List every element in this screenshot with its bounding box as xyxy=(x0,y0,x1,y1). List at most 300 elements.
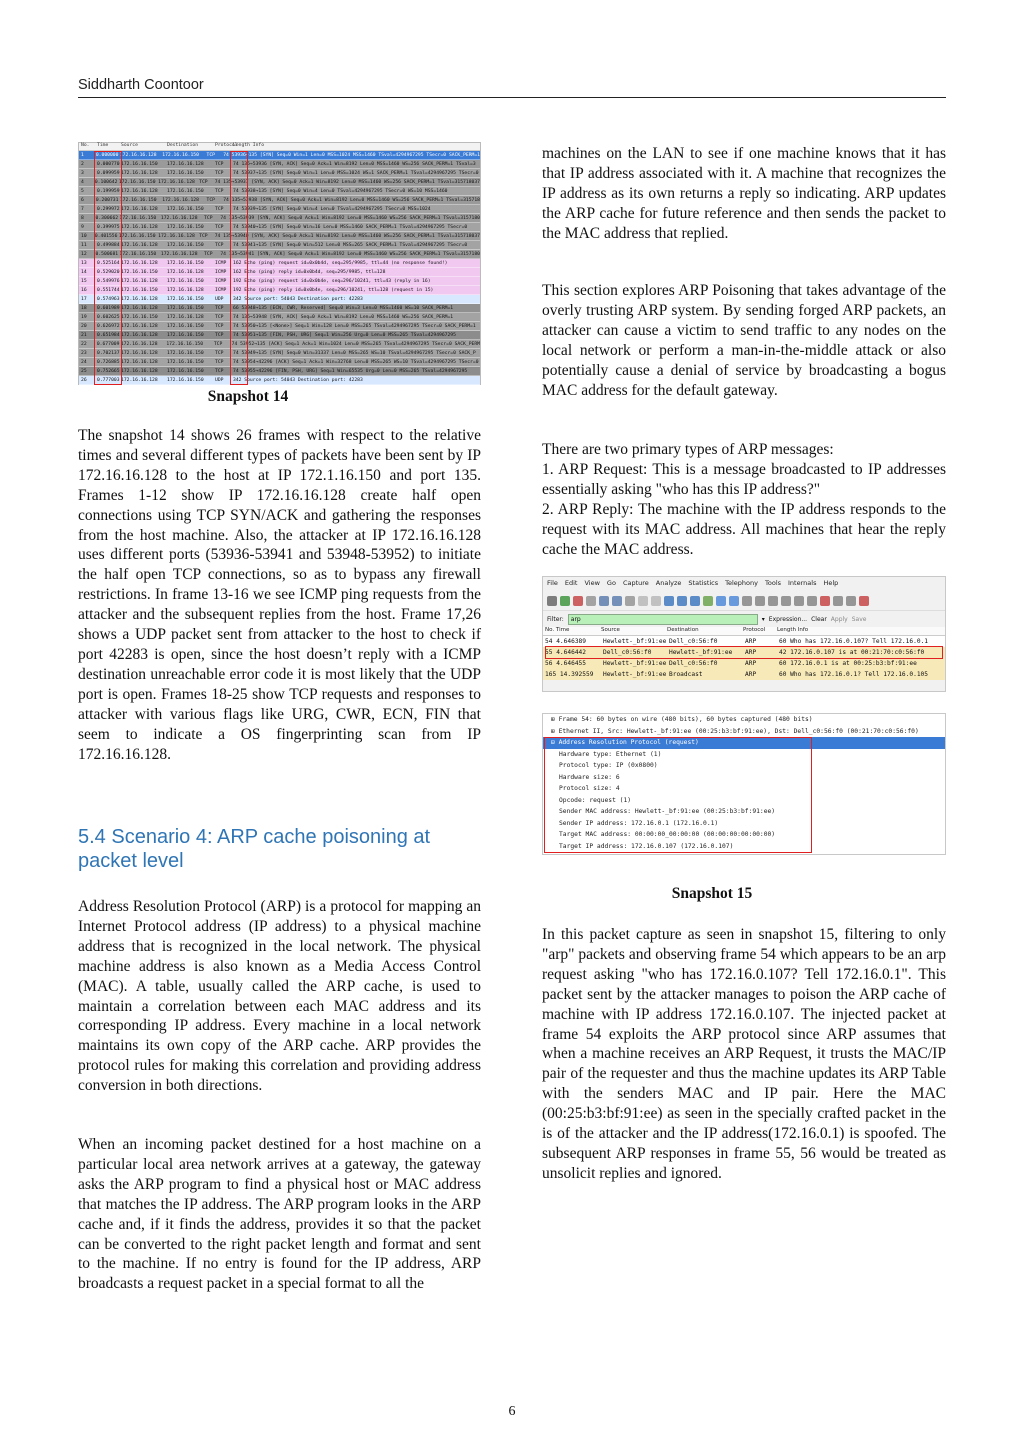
cell-no: 2 xyxy=(81,161,84,167)
cell-no: 4 xyxy=(81,179,84,185)
paragraph-arp-types xyxy=(542,440,946,559)
cell-time: 4.646442 xyxy=(556,649,586,656)
cell-proto: TCP xyxy=(213,341,223,347)
cell-no: 14 xyxy=(81,269,87,275)
packet-row[interactable] xyxy=(79,340,480,349)
cell-proto: ARP xyxy=(745,671,757,678)
cell-time: 0.752665 xyxy=(97,368,120,374)
cell-proto: ICMP xyxy=(215,278,227,284)
packet-row[interactable] xyxy=(79,295,480,304)
toolbar-button-icon[interactable] xyxy=(729,596,739,606)
arp-types-intro: There are two primary types of ARP messages: xyxy=(542,441,834,458)
snapshot-15-packet-details xyxy=(542,713,946,855)
packet-row[interactable] xyxy=(79,277,480,286)
menu-item[interactable]: Internals xyxy=(788,579,817,587)
cell-time: 0.200731 xyxy=(95,197,119,203)
cell-src: 172.16.16.128 xyxy=(121,224,158,230)
packet-row[interactable] xyxy=(79,196,480,205)
cell-no: 12 xyxy=(81,251,87,257)
cell-proto: TCP xyxy=(215,359,224,365)
cell-src: 172.16.16.128 xyxy=(121,305,158,311)
cell-no: 11 xyxy=(81,242,87,248)
cell-time: 14.392559 xyxy=(559,671,594,678)
cell-info: 342 Source port: 54043 Destination port: 42283 xyxy=(233,377,363,383)
cell-proto: TCP xyxy=(199,233,208,239)
snapshot-15-caption: Snapshot 15 xyxy=(671,885,753,902)
toolbar-button-icon[interactable] xyxy=(664,596,674,606)
cell-info: 66 53948→135 [ECN, CWR, Reserved] Seq=0 Win=3 Len=0 MSS=1460 WS=10 SACK_PERM=1 xyxy=(233,305,454,311)
cell-dst: 172.16.16.150 xyxy=(167,296,204,302)
toolbar-button-icon[interactable] xyxy=(677,596,687,606)
filter-clear-button[interactable]: Clear xyxy=(811,615,827,623)
packet-row[interactable] xyxy=(543,658,945,669)
cell-info: 162 Echo (ping) request id=0x0b4d, seq=295/9985, ttl=44 (no response found!) xyxy=(233,260,448,266)
cell-dst: 172.16.16.150 xyxy=(167,242,204,248)
cell-dst: 172.16.16.150 xyxy=(167,323,204,329)
cell-src: 172.16.16.150 xyxy=(121,269,158,275)
cell-src: 172.16.16.128 xyxy=(121,368,158,374)
cell-info: 74 53952→135 [ACK] Seq=1 Ack=1 Win=1024 Len=0 MSS=265 TSval=4294967295 TSecr=0 SACK_PERM xyxy=(231,341,480,347)
cell-time: 0.199959 xyxy=(97,188,120,194)
packet-row[interactable] xyxy=(79,241,480,250)
packet-row[interactable] xyxy=(79,250,480,259)
time-column-highlight xyxy=(94,151,122,385)
packet-row[interactable] xyxy=(79,169,480,178)
packet-row[interactable] xyxy=(79,259,480,268)
toolbar-button-icon[interactable] xyxy=(768,596,778,606)
cell-info: 74 135→53937 [SYN, ACK] Seq=0 Ack=1 Win=8192 Len=0 MSS=1460 WS=256 SACK_PERM=1 TSval=315718037 xyxy=(214,179,480,185)
cell-proto: TCP xyxy=(215,170,224,176)
cell-proto: ICMP xyxy=(215,269,227,275)
page-header xyxy=(78,76,946,98)
detail-field[interactable]: Protocol size: 4 xyxy=(559,785,620,792)
menu-item[interactable]: Telephony xyxy=(725,579,758,587)
cell-dst: 172.16.16.150 xyxy=(167,260,204,266)
page-number: 6 xyxy=(508,1404,516,1419)
filter-dropdown-icon[interactable]: ▾ xyxy=(761,615,765,623)
cell-info: 192 Echo (ping) request id=0x0b4e, seq=296/10241, ttl=43 (reply in 16) xyxy=(233,278,431,284)
cell-time: 0.677009 xyxy=(96,341,120,347)
cell-no: 9 xyxy=(81,224,84,230)
cell-time: 0.399975 xyxy=(97,224,120,230)
cell-src: 172.16.16.128 xyxy=(121,242,158,248)
filter-save-button[interactable]: Save xyxy=(851,615,867,623)
cell-dst: 172.16.16.128 xyxy=(167,314,204,320)
cell-info: 74 135→53940 [SYN, ACK] Seq=0 Ack=1 Win=8192 Len=0 MSS=1460 WS=256 SACK_PERM=1 TSval=315718037 xyxy=(214,233,480,239)
menu-item[interactable]: View xyxy=(584,579,600,587)
paragraph-arp-definition: Address Resolution Protocol (ARP) is a protocol for mapping an Internet Protocol address (IP address) to a physical machine address that is recognized in the local network. The physical machine address is also known as a Media Access Control (MAC). A table, usually called the ARP cache, is used to maintain a correlation between each MAC address and its corresponding IP address. Every machine in a local network maintains its own copy of the ARP cache. ARP provides the protocol rules for making this correlation and providing address conversion in both directions. xyxy=(78,898,481,1095)
menu-item[interactable]: Help xyxy=(823,579,839,587)
cell-src: Hewlett-_bf:91:ee xyxy=(603,638,667,645)
cell-dst: Broadcast xyxy=(669,671,703,678)
cell-src: 172.16.16.128 xyxy=(121,377,158,383)
cell-time: 0.100642 xyxy=(94,179,118,185)
col-protocol: Protocol xyxy=(743,627,766,633)
cell-time: 0.401556 xyxy=(94,233,118,239)
toolbar-button-icon[interactable] xyxy=(638,596,648,606)
toolbar-button-icon[interactable] xyxy=(703,596,713,606)
cell-no: 25 xyxy=(81,368,87,374)
cell-no: 21 xyxy=(81,332,87,338)
cell-time: 0.601989 xyxy=(97,305,120,311)
cell-info: 342 Source port: 54043 Destination port: 42283 xyxy=(233,296,363,302)
packet-row[interactable] xyxy=(79,178,480,187)
toolbar-button-icon[interactable] xyxy=(690,596,700,606)
packet-row[interactable] xyxy=(543,669,945,680)
arp-type-request: 1. ARP Request: This is a message broadcasted to IP addresses essentially asking "who has this IP address?" xyxy=(542,460,946,498)
cell-time: 0.702137 xyxy=(97,350,120,356)
detail-field[interactable]: Opcode: request (1) xyxy=(559,796,632,804)
arp-type-reply: 2. ARP Reply: The machine with the IP address responds to the request with its MAC address. All machines that hear the reply cache the MAC address. xyxy=(542,500,946,558)
col-source: Source xyxy=(601,627,620,633)
toolbar-button-icon[interactable] xyxy=(781,596,791,606)
cell-dst: 172.16.16.128 xyxy=(158,179,195,185)
menu-item[interactable]: Analyze xyxy=(655,579,682,587)
toolbar-button-icon[interactable] xyxy=(612,596,622,606)
col-time: Time xyxy=(555,627,570,633)
cell-time: 0.000000 xyxy=(95,152,119,158)
cell-info: 60 172.16.0.1 is at 00:25:b3:bf:91:ee xyxy=(779,660,917,667)
cell-no-time xyxy=(543,638,601,645)
detail-tree-node[interactable]: ⊞ Frame 54: 60 bytes on wire (480 bits), 60 bytes captured (480 bits) xyxy=(551,716,813,723)
cell-time: 0.529020 xyxy=(97,269,120,275)
filter-expression-button[interactable]: Expression... xyxy=(768,615,808,623)
cell-dst: 172.16.16.150 xyxy=(167,278,204,284)
header-author: Siddharth Coontoor xyxy=(78,77,204,93)
cell-src: 172.16.16.128 xyxy=(121,278,158,284)
cell-proto: TCP xyxy=(199,179,208,185)
cell-time: 0.500681 xyxy=(95,251,119,257)
toolbar-button-icon[interactable] xyxy=(560,596,570,606)
cell-no: 24 xyxy=(81,359,87,365)
cell-info: 74 53951→135 [FIN, PSH, URG] Seq=1 Win=256 Urg=0 Len=0 MSS=265 TSval=4294967295 xyxy=(233,332,456,338)
cell-dst: 172.16.16.150 xyxy=(166,341,204,347)
toolbar-button-icon[interactable] xyxy=(833,596,843,606)
cell-proto: TCP xyxy=(215,206,224,212)
detail-field[interactable]: Sender IP address: 172.16.0.1 (172.16.0.1) xyxy=(559,819,719,827)
detail-field[interactable]: Sender MAC address: Hewlett-_bf:91:ee (00:25:b3:bf:91:ee) xyxy=(559,808,776,815)
cell-dst: 172.16.16.150 xyxy=(167,332,204,338)
toolbar-button-icon[interactable] xyxy=(599,596,609,606)
toolbar-button-icon[interactable] xyxy=(573,596,583,606)
cell-info: 74 135→53948 [SYN, ACK] Seq=0 Ack=1 Win=8192 Len=0 MSS=1460 WS=256 SACK_PERM=1 xyxy=(233,314,454,320)
cell-proto: TCP xyxy=(215,188,224,194)
cell-src: 172.16.16.150 xyxy=(121,161,158,167)
filter-bar xyxy=(543,611,945,627)
cell-info: 74 53955→42296 [FIN, PSH, URG] Seq=1 Win=65535 Urg=0 Len=0 MSS=265 TSval=4294967295 xyxy=(233,368,468,374)
toolbar-button-icon[interactable] xyxy=(846,596,856,606)
col-no: No. xyxy=(545,627,555,633)
cell-dst: 172.16.16.150 xyxy=(167,359,204,365)
cell-info: 74 53941→135 [SYN] Seq=0 Win=512 Len=0 MSS=265 SACK_PERM=1 TSval=4294967295 TSecr=0 xyxy=(233,242,468,248)
packet-row[interactable] xyxy=(79,358,480,367)
toolbar-button-icon[interactable] xyxy=(807,596,817,606)
cell-src: 172.16.16.150 xyxy=(119,197,157,203)
cell-proto: TCP xyxy=(215,161,224,167)
menu-bar xyxy=(543,577,945,591)
cell-src: 172.16.16.128 xyxy=(121,350,158,356)
cell-info: 192 Echo (ping) reply id=0x0b4e, seq=296/10241, ttl=128 (request in 15) xyxy=(233,287,434,293)
cell-src: 172.16.16.150 xyxy=(121,314,158,320)
cell-no: 54 xyxy=(545,638,553,645)
packet-row[interactable] xyxy=(79,304,480,313)
menu-item[interactable]: File xyxy=(547,579,558,587)
col-time: Time xyxy=(97,143,109,148)
col-info: Info xyxy=(252,143,265,148)
col-no-time xyxy=(543,627,601,635)
cell-src: 172.16.16.128 xyxy=(121,206,158,212)
filter-input[interactable]: arp xyxy=(568,614,758,625)
cell-info: 42 172.16.0.107 is at 00:21:70:c0:56:f0 xyxy=(779,649,925,656)
cell-no: 20 xyxy=(81,323,87,329)
packet-row[interactable] xyxy=(79,187,480,196)
cell-dst: Dell_c0:56:f0 xyxy=(669,660,718,667)
cell-info: 74 135→53939 [SYN, ACK] Seq=0 Ack=1 Win=8192 Len=0 MSS=1460 WS=256 SACK_PERM=1 TSval=3157180 xyxy=(220,215,480,221)
cell-time: 0.525164 xyxy=(97,260,120,266)
cell-proto: UDP xyxy=(215,377,224,383)
cell-no: 10 xyxy=(81,233,87,239)
cell-dst: 172.16.16.128 xyxy=(167,269,204,275)
toolbar-button-icon[interactable] xyxy=(742,596,752,606)
packet-list-header xyxy=(79,143,480,151)
cell-dst: 172.16.16.128 xyxy=(162,197,199,203)
cell-proto: TCP xyxy=(215,332,224,338)
cell-info: 74 53937→135 [SYN] Seq=0 Win=1 Len=0 MSS=1024 WS=1 SACK_PERM=1 TSval=4294967295 TSecr=0 xyxy=(233,170,479,176)
cell-no: 26 xyxy=(81,377,87,383)
cell-time: 0.651984 xyxy=(97,332,120,338)
cell-time: 4.646389 xyxy=(556,638,586,645)
cell-no-time xyxy=(543,671,601,678)
cell-time: 0.099959 xyxy=(97,170,120,176)
col-info: Info xyxy=(797,627,809,633)
cell-time: 0.000770 xyxy=(97,161,120,167)
menu-item[interactable]: Capture xyxy=(622,579,649,587)
col-length-info xyxy=(777,627,945,635)
cell-dst: 172.16.16.128 xyxy=(160,215,198,221)
col-length: Length xyxy=(777,627,796,633)
toolbar-button-icon[interactable] xyxy=(755,596,765,606)
col-protocol: Protocol xyxy=(215,143,238,148)
cell-dst: 172.16.16.150 xyxy=(167,368,204,374)
menu-item[interactable]: Statistics xyxy=(688,579,719,587)
cell-info: 74 53950→135 [<None>] Seq=1 Win=128 Len=0 MSS=265 TSval=4294967295 TSecr=0 SACK_PERM=1 xyxy=(233,323,476,329)
cell-proto: TCP xyxy=(215,368,224,374)
cell-info: 74 135→53941 [SYN, ACK] Seq=0 Ack=1 Win=8192 Len=0 MSS=1460 WS=256 SACK_PERM=1 TSval=3157180 xyxy=(220,251,480,257)
cell-info: 74 53940→135 [SYN] Seq=0 Win=16 Len=0 MSS=1460 SACK_PERM=1 TSval=4294967295 TSecr=0 xyxy=(233,224,468,230)
paragraph-arp-poisoning: This section explores ARP Poisoning that takes advantage of the overly trusting ARP system. By sending forged ARP packets, an attacker can cause a victim to send traffic to any nodes on the local network or perform a man-in-the-middle attack or also potentially cause a denial of service by broadcasting a bogus MAC address for the default gateway. xyxy=(542,282,946,399)
cell-dst: 172.16.16.150 xyxy=(162,152,199,158)
cell-no: 6 xyxy=(81,197,84,203)
cell-dst: 172.16.16.150 xyxy=(167,206,204,212)
packet-row[interactable] xyxy=(79,268,480,277)
detail-field[interactable]: Target MAC address: 00:00:00_00:00:00 (00:00:00:00:00:00) xyxy=(559,831,776,838)
cell-time: 0.602625 xyxy=(97,314,120,320)
detail-field[interactable]: Target IP address: 172.16.0.107 (172.16.0.107) xyxy=(559,842,734,850)
col-destination: Destination xyxy=(667,627,699,633)
cell-src: 172.16.16.128 xyxy=(121,170,158,176)
cell-proto: TCP xyxy=(215,350,224,356)
toolbar xyxy=(543,591,945,611)
cell-dst: 172.16.16.150 xyxy=(167,305,204,311)
cell-time: 0.549976 xyxy=(97,278,120,284)
cell-dst: 172.16.16.150 xyxy=(167,377,204,383)
cell-src: 172.16.16.150 xyxy=(119,215,157,221)
cell-info: 162 Echo (ping) reply id=0x0b4d, seq=295/9985, ttl=128 xyxy=(233,269,386,275)
toolbar-button-icon[interactable] xyxy=(859,596,869,606)
cell-src: 172.16.16.150 xyxy=(118,179,156,185)
cell-proto: TCP xyxy=(215,323,224,329)
cell-src: 172.16.16.128 xyxy=(121,359,158,365)
cell-info: 74 53949→135 [SYN] Seq=0 Win=31337 Len=0 MSS=265 WS=10 TSval=4294967295 TSecr=0 SACK_P xyxy=(233,350,476,356)
cell-src: 172.16.16.150 xyxy=(121,287,158,293)
cell-proto: TCP xyxy=(215,224,224,230)
cell-dst: 172.16.16.150 xyxy=(167,170,204,176)
cell-no: 165 xyxy=(545,671,557,678)
cell-dst: Dell_c0:56:f0 xyxy=(669,638,718,645)
snapshot-15-packet-list xyxy=(542,576,946,692)
cell-info: 60 Who has 172.16.0.107? Tell 172.16.0.1 xyxy=(779,638,929,645)
toolbar-button-icon[interactable] xyxy=(794,596,804,606)
cell-dst: 172.16.16.128 xyxy=(167,161,204,167)
cell-src: 172.16.16.128 xyxy=(121,296,158,302)
cell-proto: TCP xyxy=(206,197,215,203)
cell-no: 17 xyxy=(81,296,87,302)
cell-proto: TCP xyxy=(204,251,213,257)
packet-row[interactable] xyxy=(79,151,480,160)
packet-row[interactable] xyxy=(79,160,480,169)
menu-item[interactable]: Go xyxy=(606,579,616,587)
packet-row[interactable] xyxy=(79,322,480,331)
menu-item[interactable]: Edit xyxy=(564,579,578,587)
col-destination: Destination xyxy=(167,143,199,148)
packet-row[interactable] xyxy=(79,367,480,376)
cell-proto: ARP xyxy=(745,638,757,645)
cell-no: 1 xyxy=(81,152,84,158)
cell-proto: ICMP xyxy=(215,287,227,293)
cell-proto: ARP xyxy=(745,660,757,667)
cell-no: 16 xyxy=(81,287,87,293)
cell-proto: ICMP xyxy=(215,260,227,266)
cell-dst: Hewlett-_bf:91:ee xyxy=(669,649,733,656)
cell-info: 74 53954→42296 [ACK] Seq=1 Ack=1 Win=32768 Len=0 MSS=265 WS=10 TSval=4294967295 TSecr=0 xyxy=(233,359,479,365)
paragraph-arp-continued: machines on the LAN to see if one machine knows that it has that IP address associated with it. A machine that recognizes the IP address as its own returns a reply so indicating. ARP updates the ARP cache for future reference and then sends the packet to the MAC address that replied. xyxy=(542,145,946,242)
packet-row[interactable] xyxy=(79,349,480,358)
cell-no: 22 xyxy=(81,341,87,347)
packet-row[interactable] xyxy=(79,313,480,322)
cell-proto: TCP xyxy=(204,215,213,221)
packet-row[interactable] xyxy=(79,376,480,385)
cell-info: 74 135→53936 [SYN, ACK] Seq=0 Ack=1 Win=8192 Len=0 MSS=1460 WS=256 SACK_PERM=1 TSval=3 xyxy=(233,161,476,167)
cell-dst: 172.16.16.150 xyxy=(167,188,204,194)
cell-no: 19 xyxy=(81,314,87,320)
cell-proto: TCP xyxy=(215,314,224,320)
cell-time: 0.299972 xyxy=(97,206,120,212)
toolbar-button-icon[interactable] xyxy=(716,596,726,606)
cell-time: 0.626972 xyxy=(97,323,120,329)
packet-row[interactable] xyxy=(79,286,480,295)
cell-no: 18 xyxy=(81,305,87,311)
packet-rows xyxy=(79,151,480,385)
detail-field[interactable]: Hardware type: Ethernet (1) xyxy=(559,750,662,758)
paragraph-arp-gateway: When an incoming packet destined for a host machine on a particular local area network arrives at a gateway, the gateway asks the ARP program to find a physical host or MAC address that matches the IP address. The ARP program looks in the ARP cache and, if it finds the address, provides it so that the packet can be converted to the right packet length and format and sent to the machine. If no entry is found for the IP address, ARP broadcasts a request packet in a special format to all the xyxy=(78,1136,481,1293)
cell-src: 172.16.16.150 xyxy=(119,251,157,257)
cell-no: 56 xyxy=(545,660,553,667)
cell-proto: TCP xyxy=(215,305,224,311)
snapshot-14-packet-list xyxy=(78,142,481,385)
menu-item[interactable]: Tools xyxy=(765,579,782,587)
packet-row[interactable] xyxy=(79,232,480,241)
detail-field[interactable]: Protocol type: IP (0x0800) xyxy=(559,762,658,769)
col-length-info xyxy=(231,143,480,150)
cell-proto: ARP xyxy=(745,649,757,656)
cell-time: 0.574963 xyxy=(97,296,120,302)
cell-src: Hewlett-_bf:91:ee xyxy=(603,671,667,678)
filter-apply-button[interactable]: Apply xyxy=(830,615,848,623)
cell-src: 172.16.16.128 xyxy=(121,188,158,194)
detail-tree-node[interactable]: ⊟ Address Resolution Protocol (request) xyxy=(543,737,945,749)
toolbar-button-icon[interactable] xyxy=(547,596,557,606)
packet-row[interactable] xyxy=(79,214,480,223)
detail-field[interactable]: Hardware size: 6 xyxy=(559,773,620,781)
cell-dst: 172.16.16.128 xyxy=(167,287,204,293)
cell-time: 0.300662 xyxy=(95,215,119,221)
col-source: Source xyxy=(121,143,138,148)
cell-proto: TCP xyxy=(215,242,224,248)
packet-row[interactable] xyxy=(79,331,480,340)
cell-time: 0.551744 xyxy=(97,287,120,293)
cell-no: 23 xyxy=(81,350,87,356)
toolbar-button-icon[interactable] xyxy=(820,596,830,606)
cell-time: 0.726885 xyxy=(97,359,120,365)
cell-src: 172.16.16.150 xyxy=(118,233,156,239)
cell-info: 60 Who has 172.16.0.1? Tell 172.16.0.105 xyxy=(779,671,929,678)
packet-list-header xyxy=(543,627,945,636)
cell-no: 55 xyxy=(545,649,553,656)
section-heading: 5.4 Scenario 4: ARP cache poisoning at packet level xyxy=(78,826,431,872)
toolbar-button-icon[interactable] xyxy=(651,596,661,606)
paragraph-snapshot15-analysis: In this packet capture as seen in snapshot 15, filtering to only "arp" packets and observing frame 54 which appears to be an arp request asking "who has 172.16.0.107? Tell 172.16.0.1". This packet sent by the attacker manages to poison the ARP cache of machine with IP address 172.16.0.107. The injected packet at frame 54 exploits the ARP protocol since ARP assumes that when a machine receives an ARP Request, it trusts the MAC/IP pair of the requester and thus the machine updates its ARP Table with the senders MAC and IP pair. Here the MAC (00:25:b3:bf:91:ee) as seen in the specially crafted packet in the is of the attacker and the IP address(172.16.0.1) is spoofed. The subsequent ARP responses in frame 55, 56 would be treated as unsolicit replies and ignored. xyxy=(542,926,946,1182)
cell-dst: 172.16.16.150 xyxy=(167,224,204,230)
arp-details-highlight xyxy=(544,737,812,853)
frame-54-highlight xyxy=(545,646,943,659)
cell-src: 172.16.16.128 xyxy=(121,323,158,329)
toolbar-button-icon[interactable] xyxy=(625,596,635,606)
cell-time: 0.777003 xyxy=(97,377,120,383)
detail-tree-node[interactable]: ⊞ Ethernet II, Src: Hewlett-_bf:91:ee (00:25:b3:bf:91:ee), Dst: Dell_c0:56:f0 (00:21:70:c0:56:f0) xyxy=(551,727,919,735)
cell-time: 4.646455 xyxy=(556,660,586,667)
col-no: No. xyxy=(81,143,90,148)
cell-no: 15 xyxy=(81,278,87,284)
cell-no: 8 xyxy=(81,215,84,221)
cell-dst: 172.16.16.150 xyxy=(167,350,204,356)
cell-src: 172.16.16.128 xyxy=(119,152,157,158)
paragraph-snapshot14-analysis: The snapshot 14 shows 26 frames with respect to the relative times and several different types of packets have been sent by IP 172.16.16.128 to the host at IP 172.1.16.150 and port 135. Frames 1-12 show IP 172.16.16.128 create half open connections using TCP SYN/ACK and gathering the responses from the host machine. Also, the attacker at IP 172.16.16.128 uses different ports (53936-53941 and 53948-53952) to initiate the half open TCP connections, so as to bypass any firewall restrictions. In frame 13-16 we see ICMP ping requests from the attacker and the subsequent replies from the host. Frame 17,26 shows a UDP packet sent from attacker to the host to check if port 42283 is open, since the host doesn’t reply with a ICMP destination unreachable error code it is most likely that the UDP port is open. Frames 18-25 show TCP requests and responses to attacker with various flags like URG, CWR, ECN, FIN that seem to indicate a OS fingerprinting scan from IP 172.16.16.128. xyxy=(78,427,481,763)
cell-no-time xyxy=(543,660,601,667)
packet-row[interactable] xyxy=(79,205,480,214)
filter-label: Filter: xyxy=(547,615,564,623)
cell-info: 74 53936→135 [SYN] Seq=0 Win=1 Len=0 MSS=1024 MSS=1460 TSval=4294967295 TSecr=0 SACK_PERM=1 xyxy=(223,152,480,158)
toolbar-button-icon[interactable] xyxy=(586,596,596,606)
cell-src: Hewlett-_bf:91:ee xyxy=(603,660,667,667)
packet-row[interactable] xyxy=(79,223,480,232)
cell-time: 0.499884 xyxy=(97,242,120,248)
cell-src: 172.16.16.128 xyxy=(121,260,158,266)
cell-no: 3 xyxy=(81,170,84,176)
cell-dst: 172.16.16.128 xyxy=(158,233,195,239)
cell-info: 74 53939→135 [SYN] Seq=0 Win=4 Len=0 TSval=4294967295 TSecr=0 MSS=1024 xyxy=(233,206,431,212)
cell-no: 7 xyxy=(81,206,84,212)
cell-no: 5 xyxy=(81,188,84,194)
